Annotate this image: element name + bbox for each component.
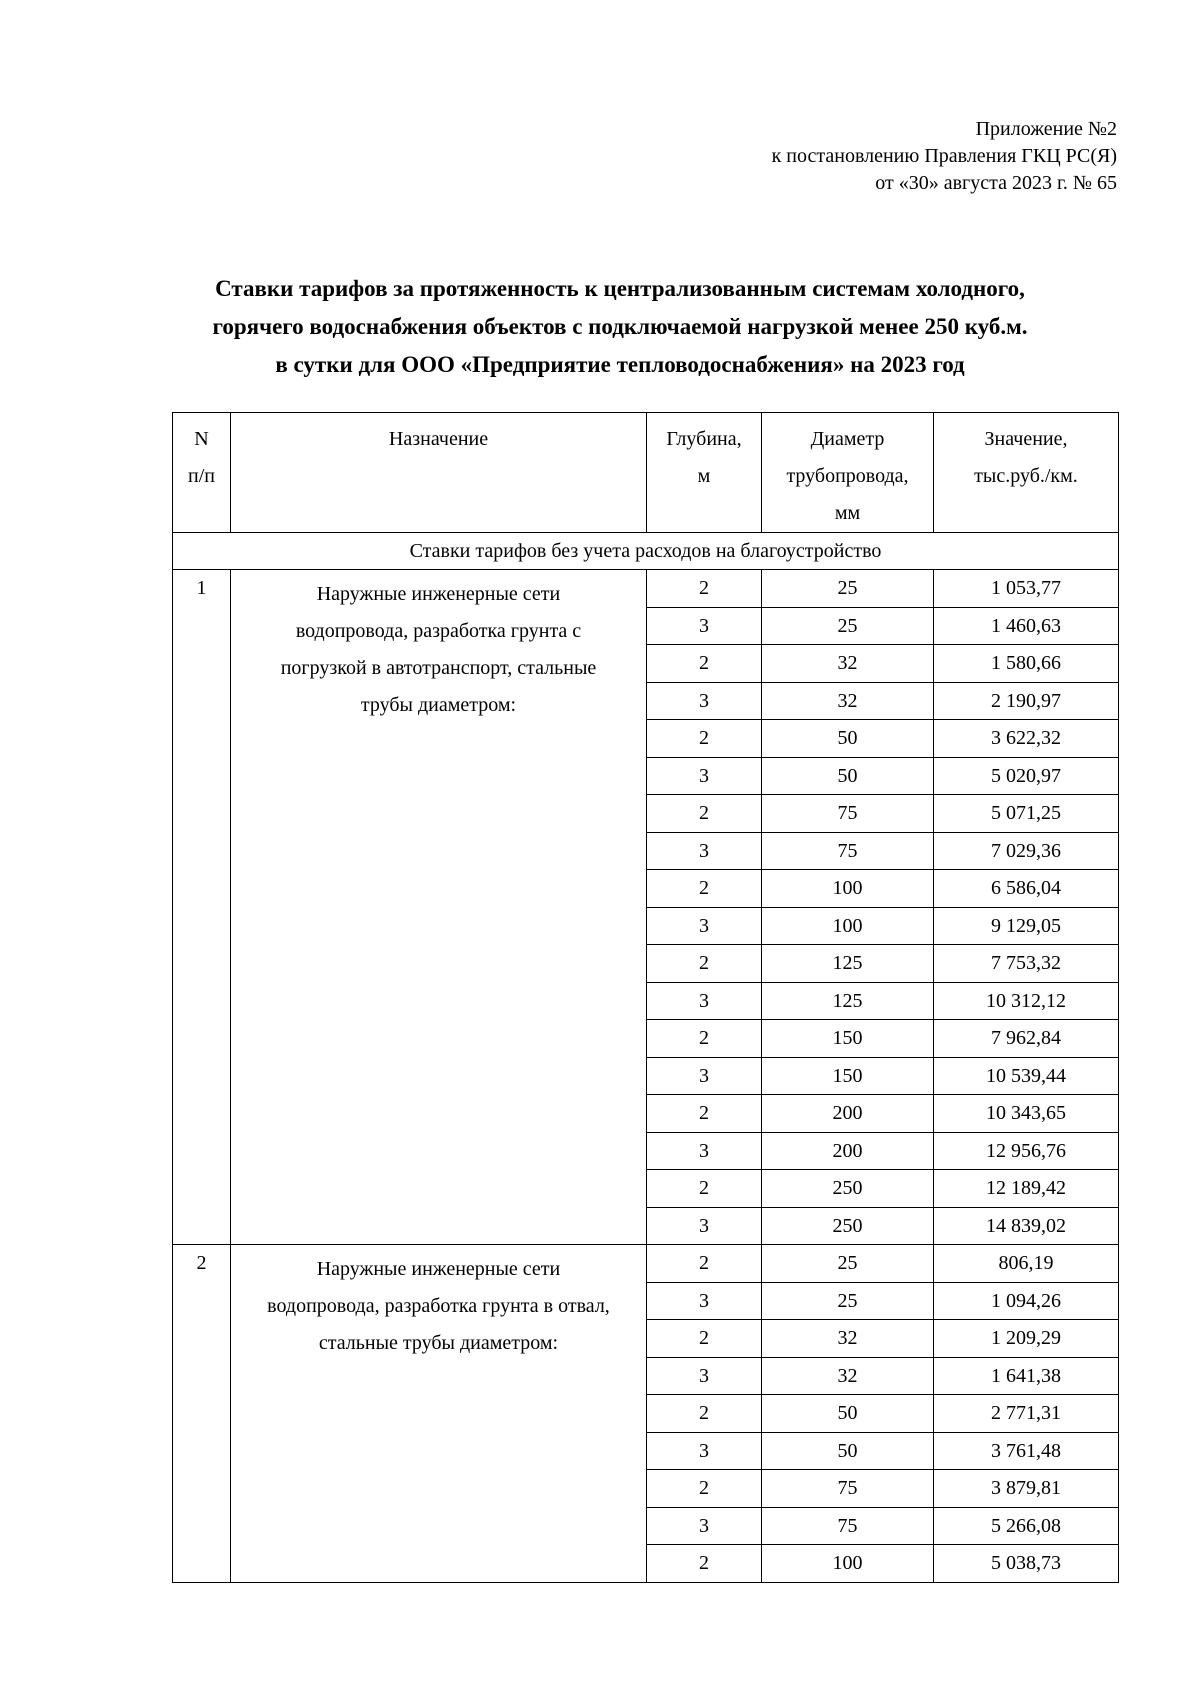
depth-cell: 2 bbox=[647, 645, 762, 683]
diameter-cell: 75 bbox=[762, 1470, 934, 1508]
depth-cell: 2 bbox=[647, 1095, 762, 1133]
diameter-cell: 50 bbox=[762, 757, 934, 795]
depth-cell: 2 bbox=[647, 1020, 762, 1058]
value-cell: 3 622,32 bbox=[934, 720, 1119, 758]
value-cell: 6 586,04 bbox=[934, 870, 1119, 908]
diameter-cell: 200 bbox=[762, 1095, 934, 1133]
row-number: 1 bbox=[173, 570, 231, 1245]
depth-cell: 3 bbox=[647, 1207, 762, 1245]
depth-cell: 3 bbox=[647, 1357, 762, 1395]
description-line: погрузкой в автотранспорт, стальные bbox=[280, 657, 597, 679]
depth-cell: 3 bbox=[647, 1132, 762, 1170]
depth-cell: 3 bbox=[647, 907, 762, 945]
value-cell: 1 209,29 bbox=[934, 1320, 1119, 1358]
value-cell: 1 053,77 bbox=[934, 570, 1119, 608]
diameter-cell: 25 bbox=[762, 1282, 934, 1320]
depth-cell: 2 bbox=[647, 795, 762, 833]
document-title bbox=[140, 270, 1100, 384]
header-purpose: Назначение bbox=[231, 413, 647, 533]
value-cell: 1 460,63 bbox=[934, 607, 1119, 645]
header-diameter: Диаметр трубопровода, мм bbox=[762, 413, 934, 533]
diameter-cell: 150 bbox=[762, 1020, 934, 1058]
diameter-cell: 125 bbox=[762, 945, 934, 983]
diameter-cell: 75 bbox=[762, 1507, 934, 1545]
diameter-cell: 32 bbox=[762, 645, 934, 683]
depth-cell: 3 bbox=[647, 982, 762, 1020]
appendix-reference bbox=[772, 116, 1117, 197]
value-cell: 1 094,26 bbox=[934, 1282, 1119, 1320]
header-value: Значение, тыс.руб./км. bbox=[934, 413, 1119, 533]
depth-cell: 2 bbox=[647, 870, 762, 908]
depth-cell: 3 bbox=[647, 757, 762, 795]
description-line: водопровода, разработка грунта в отвал, bbox=[267, 1295, 610, 1317]
depth-cell: 2 bbox=[647, 1245, 762, 1283]
value-cell: 3 879,81 bbox=[934, 1470, 1119, 1508]
depth-cell: 3 bbox=[647, 1507, 762, 1545]
diameter-cell: 32 bbox=[762, 1357, 934, 1395]
row-description bbox=[231, 1245, 647, 1583]
table-row bbox=[173, 1245, 1119, 1283]
diameter-cell: 125 bbox=[762, 982, 934, 1020]
diameter-cell: 25 bbox=[762, 1245, 934, 1283]
depth-cell: 2 bbox=[647, 1395, 762, 1433]
description-line: трубы диаметром: bbox=[360, 694, 517, 716]
row-number: 2 bbox=[173, 1245, 231, 1583]
value-cell: 10 312,12 bbox=[934, 982, 1119, 1020]
diameter-cell: 32 bbox=[762, 682, 934, 720]
depth-cell: 2 bbox=[647, 1320, 762, 1358]
diameter-cell: 100 bbox=[762, 1545, 934, 1583]
value-cell: 5 038,73 bbox=[934, 1545, 1119, 1583]
table-header-row bbox=[173, 413, 1119, 533]
depth-cell: 3 bbox=[647, 1057, 762, 1095]
value-cell: 9 129,05 bbox=[934, 907, 1119, 945]
depth-cell: 3 bbox=[647, 832, 762, 870]
value-cell: 5 020,97 bbox=[934, 757, 1119, 795]
row-description bbox=[231, 570, 647, 1245]
diameter-cell: 100 bbox=[762, 870, 934, 908]
description-line: Наружные инженерные сети bbox=[316, 583, 561, 605]
diameter-cell: 32 bbox=[762, 1320, 934, 1358]
depth-cell: 2 bbox=[647, 570, 762, 608]
diameter-cell: 25 bbox=[762, 607, 934, 645]
header-depth: Глубина, м bbox=[647, 413, 762, 533]
value-cell: 7 962,84 bbox=[934, 1020, 1119, 1058]
value-cell: 10 343,65 bbox=[934, 1095, 1119, 1133]
value-cell: 1 580,66 bbox=[934, 645, 1119, 683]
value-cell: 3 761,48 bbox=[934, 1432, 1119, 1470]
diameter-cell: 50 bbox=[762, 1395, 934, 1433]
value-cell: 12 189,42 bbox=[934, 1170, 1119, 1208]
diameter-cell: 25 bbox=[762, 570, 934, 608]
value-cell: 14 839,02 bbox=[934, 1207, 1119, 1245]
diameter-cell: 50 bbox=[762, 1432, 934, 1470]
value-cell: 7 753,32 bbox=[934, 945, 1119, 983]
value-cell: 7 029,36 bbox=[934, 832, 1119, 870]
value-cell: 1 641,38 bbox=[934, 1357, 1119, 1395]
title-line-2: горячего водоснабжения объектов с подключаемой нагрузкой менее 250 куб.м. bbox=[212, 314, 1028, 339]
value-cell: 10 539,44 bbox=[934, 1057, 1119, 1095]
depth-cell: 2 bbox=[647, 945, 762, 983]
appendix-line-3: от «30» августа 2023 г. № 65 bbox=[875, 172, 1117, 194]
value-cell: 2 771,31 bbox=[934, 1395, 1119, 1433]
description-line: Наружные инженерные сети bbox=[316, 1258, 561, 1280]
depth-cell: 3 bbox=[647, 1282, 762, 1320]
diameter-cell: 100 bbox=[762, 907, 934, 945]
diameter-cell: 50 bbox=[762, 720, 934, 758]
diameter-cell: 250 bbox=[762, 1170, 934, 1208]
diameter-cell: 200 bbox=[762, 1132, 934, 1170]
header-num: N п/п bbox=[173, 413, 231, 533]
depth-cell: 3 bbox=[647, 1432, 762, 1470]
title-line-1: Ставки тарифов за протяженность к централизованным системам холодного, bbox=[215, 276, 1025, 301]
depth-cell: 2 bbox=[647, 1545, 762, 1583]
depth-cell: 3 bbox=[647, 607, 762, 645]
description-line: стальные трубы диаметром: bbox=[318, 1332, 559, 1354]
tariff-table bbox=[172, 412, 1119, 1583]
section-title: Ставки тарифов без учета расходов на благоустройство bbox=[173, 533, 1119, 570]
diameter-cell: 75 bbox=[762, 832, 934, 870]
diameter-cell: 150 bbox=[762, 1057, 934, 1095]
value-cell: 5 071,25 bbox=[934, 795, 1119, 833]
section-row bbox=[173, 533, 1119, 570]
description-line: водопровода, разработка грунта с bbox=[295, 620, 582, 642]
depth-cell: 2 bbox=[647, 1470, 762, 1508]
table-row bbox=[173, 570, 1119, 608]
value-cell: 2 190,97 bbox=[934, 682, 1119, 720]
depth-cell: 2 bbox=[647, 1170, 762, 1208]
value-cell: 5 266,08 bbox=[934, 1507, 1119, 1545]
value-cell: 12 956,76 bbox=[934, 1132, 1119, 1170]
title-line-3: в сутки для ООО «Предприятие тепловодоснабжения» на 2023 год bbox=[275, 352, 965, 377]
table-body bbox=[173, 570, 1119, 1583]
diameter-cell: 75 bbox=[762, 795, 934, 833]
appendix-line-2: к постановлению Правления ГКЦ РС(Я) bbox=[771, 145, 1117, 167]
diameter-cell: 250 bbox=[762, 1207, 934, 1245]
depth-cell: 2 bbox=[647, 720, 762, 758]
value-cell: 806,19 bbox=[934, 1245, 1119, 1283]
depth-cell: 3 bbox=[647, 682, 762, 720]
appendix-line-1: Приложение №2 bbox=[975, 118, 1117, 140]
